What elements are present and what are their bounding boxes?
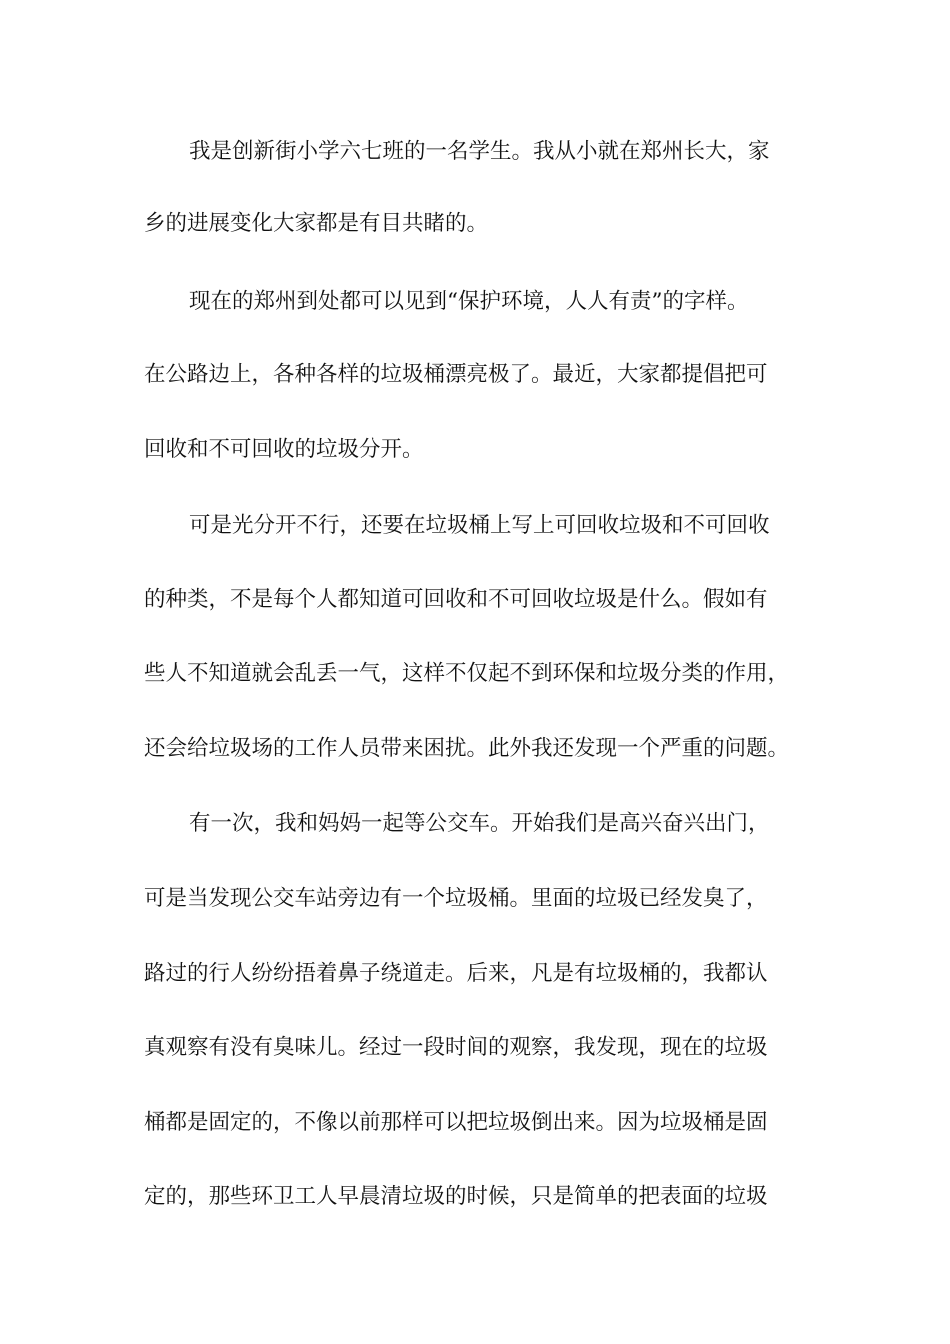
paragraph-2-line-3: 回收和不可回收的垃圾分开。 bbox=[144, 437, 424, 462]
paragraph-3-line-1: 可是光分开不行，还要在垃圾桶上写上可回收垃圾和不可回收 bbox=[189, 513, 770, 538]
paragraph-4-line-6: 定的，那些环卫工人早晨清垃圾的时候，只是简单的把表面的垃圾 bbox=[144, 1184, 768, 1209]
paragraph-4-line-4: 真观察有没有臭味儿。经过一段时间的观察，我发现，现在的垃圾 bbox=[144, 1035, 768, 1060]
paragraph-3-line-3: 些人不知道就会乱丢一气，这样不仅起不到环保和垃圾分类的作用， bbox=[144, 661, 790, 686]
paragraph-4-line-3: 路过的行人纷纷捂着鼻子绕道走。后来，凡是有垃圾桶的，我都认 bbox=[144, 961, 768, 986]
paragraph-1-line-1: 我是创新街小学六七班的一名学生。我从小就在郑州长大，家 bbox=[189, 139, 770, 164]
paragraph-4-line-5: 桶都是固定的，不像以前那样可以把垃圾倒出来。因为垃圾桶是固 bbox=[144, 1110, 768, 1135]
paragraph-2-line-1: 现在的郑州到处都可以见到“保护环境，人人有责”的字样。 bbox=[189, 289, 749, 314]
paragraph-3-line-4: 还会给垃圾场的工作人员带来困扰。此外我还发现一个严重的问题。 bbox=[144, 736, 790, 761]
paragraph-4-line-1: 有一次，我和妈妈一起等公交车。开始我们是高兴奋兴出门， bbox=[189, 811, 770, 836]
paragraph-4-line-2: 可是当发现公交车站旁边有一个垃圾桶。里面的垃圾已经发臭了， bbox=[144, 886, 768, 911]
paragraph-2-line-2: 在公路边上，各种各样的垃圾桶漂亮极了。最近，大家都提倡把可 bbox=[144, 362, 768, 387]
paragraph-3-line-2: 的种类，不是每个人都知道可回收和不可回收垃圾是什么。假如有 bbox=[144, 587, 768, 612]
paragraph-1-line-2: 乡的进展变化大家都是有目共睹的。 bbox=[144, 211, 489, 236]
